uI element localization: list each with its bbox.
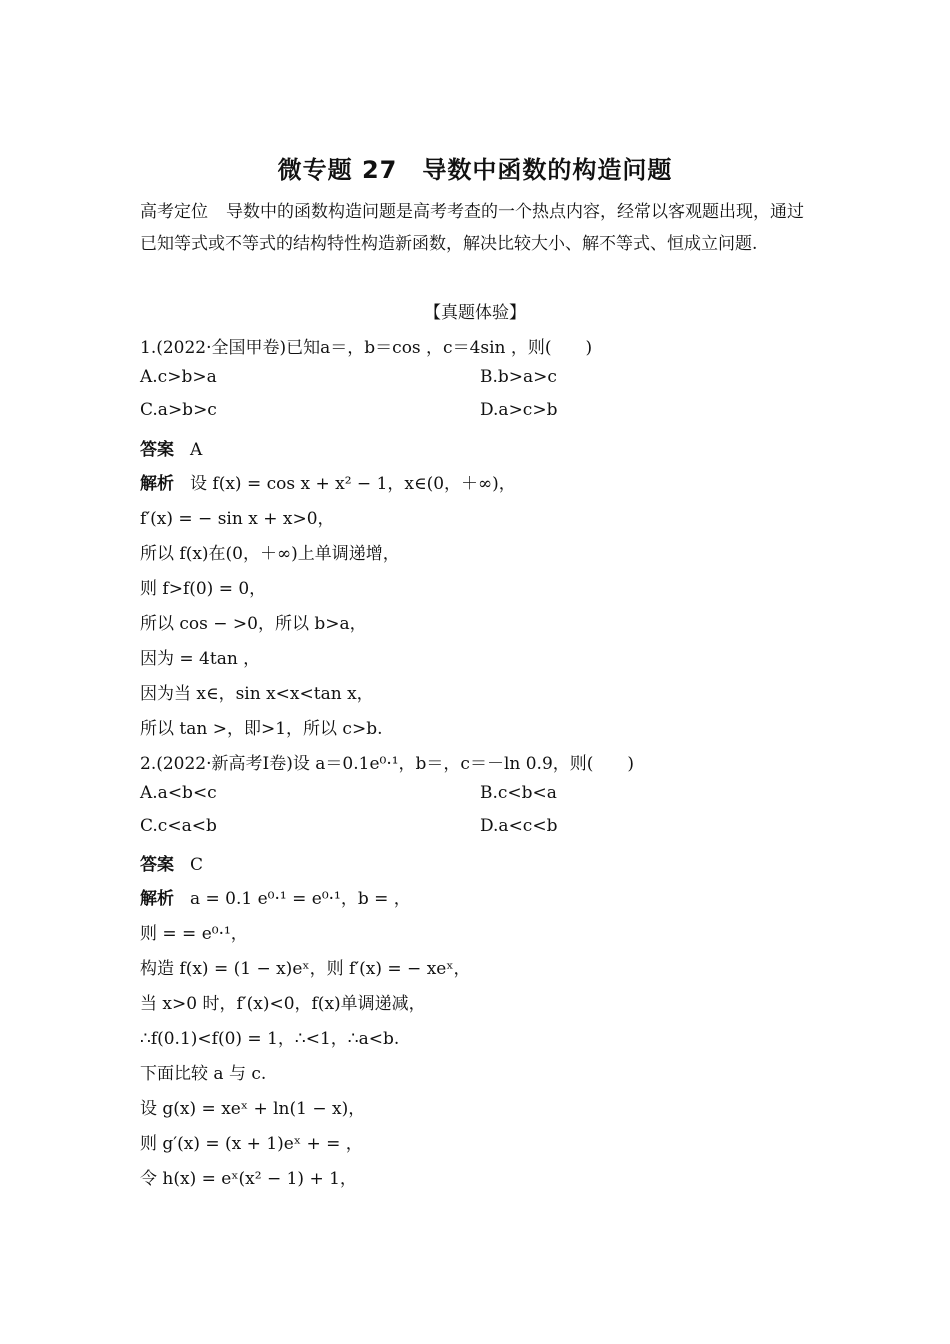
answer-label: 答案: [140, 855, 174, 875]
problem2-analysis-line: 则 g′(x) = (x + 1)eˣ + = ，: [140, 1134, 363, 1154]
problem2-analysis-line: 令 h(x) = eˣ(x² − 1) + 1，: [140, 1169, 357, 1189]
analysis-text: a = 0.1 e⁰·¹ = e⁰·¹，b = ，: [190, 889, 411, 909]
page-title: 微专题 27 导数中函数的构造问题: [277, 156, 673, 184]
problem2-analysis-line: [140, 884, 411, 909]
problem1-analysis-line: f′(x) = − sin x + x>0，: [140, 509, 335, 529]
problem1-analysis-line: 所以 tan >，即>1，所以 c>b.: [140, 719, 383, 739]
problem1-answer: [140, 435, 202, 460]
section-heading: 【真题体验】: [424, 303, 526, 323]
problem1-option-d: D.a>c>b: [480, 400, 558, 420]
analysis-label: 解析: [140, 474, 174, 494]
problem1-analysis-line: 所以 f(x)在(0，＋∞)上单调递增，: [140, 544, 400, 564]
analysis-text: 设 f(x) = cos x + x² − 1，x∈(0，＋∞)，: [190, 474, 516, 494]
problem2-analysis-line: 构造 f(x) = (1 − x)eˣ，则 f′(x) = − xeˣ，: [140, 959, 471, 979]
problem1-option-b: B.b>a>c: [480, 367, 557, 387]
problem1-option-a: A.c>b>a: [140, 367, 217, 387]
problem2-analysis-line: 当 x>0 时，f′(x)<0，f(x)单调递减，: [140, 994, 426, 1014]
problem2-analysis-line: 下面比较 a 与 c.: [140, 1064, 267, 1084]
answer-value: A: [190, 440, 203, 460]
answer-label: 答案: [140, 440, 174, 460]
problem1-analysis-line: 因为当 x∈，sin x<x<tan x，: [140, 684, 374, 704]
answer-value: C: [190, 855, 204, 875]
problem2-answer: [140, 850, 203, 875]
intro-paragraph: [140, 196, 816, 260]
problem1-analysis-line: 则 f>f(0) = 0，: [140, 579, 267, 599]
problem2-analysis-line: ∴f(0.1)<f(0) = 1，∴<1，∴a<b.: [140, 1029, 400, 1049]
intro-label: 高考定位: [140, 202, 208, 222]
problem2-stem: 2.(2022·新高考Ⅰ卷)设 a＝0.1e⁰·¹，b＝，c＝－ln 0.9，则( ): [140, 754, 635, 774]
problem2-option-c: C.c<a<b: [140, 816, 217, 836]
problem1-analysis-line: [140, 469, 516, 494]
problem2-option-a: A.a<b<c: [140, 783, 217, 803]
problem2-option-b: B.c<b<a: [480, 783, 557, 803]
problem2-option-d: D.a<c<b: [480, 816, 558, 836]
analysis-label: 解析: [140, 889, 174, 909]
problem2-analysis-line: 设 g(x) = xeˣ + ln(1 − x)，: [140, 1099, 366, 1119]
problem1-option-c: C.a>b>c: [140, 400, 217, 420]
problem1-analysis-line: 因为 = 4tan ，: [140, 649, 261, 669]
problem1-analysis-line: 所以 cos − >0，所以 b>a，: [140, 614, 367, 634]
intro-text: 导数中的函数构造问题是高考考查的一个热点内容，经常以客观题出现，通过已知等式或不等式的结构特性构造新函数，解决比较大小、解不等式、恒成立问题.: [140, 202, 804, 254]
problem2-analysis-line: 则 = = e⁰·¹，: [140, 924, 248, 944]
problem1-stem: 1.(2022·全国甲卷)已知a＝，b＝cos ，c＝4sin ，则( ): [140, 338, 593, 358]
